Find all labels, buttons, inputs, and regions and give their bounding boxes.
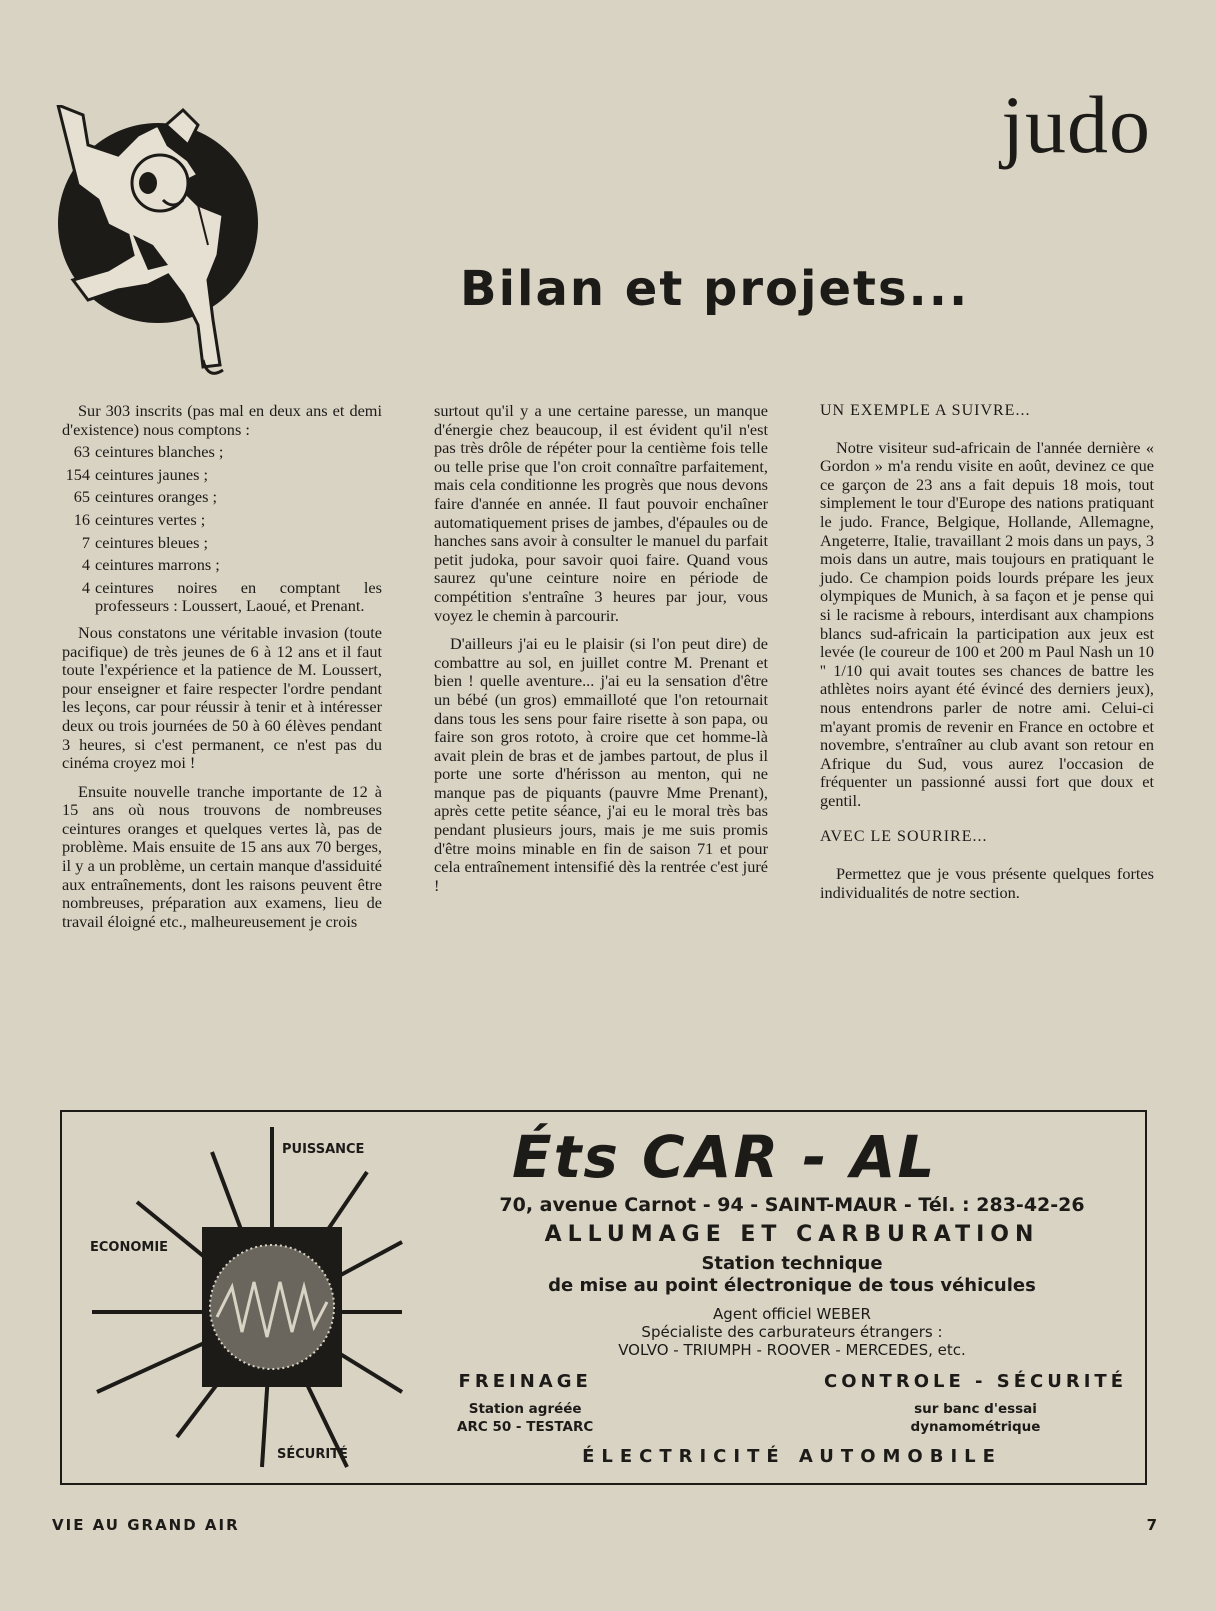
ad-agent: Agent officiel WEBER Spécialiste des carburateurs étrangers : VOLVO - TRIUMPH - ROOVER - MERCEDES, etc. [618, 1305, 966, 1359]
paragraph: Nous constatons une véritable invasion (toute pacifique) de très jeunes de 6 à 12 ans et il faut toute l'expérience et la patience de M. Loussert, pour enseigner et faire respecter l'ordre pendant les leçons, car pour réussir à tenir et à intéresser deux ou trois journées de 50 à 60 élèves pendant 3 heures, si c'est permanent, ce n'est pas du cinéma croyez moi ! [62, 622, 382, 773]
advertisement-box [60, 1110, 1147, 1485]
belt-item: 4 ceintures marrons ; [81, 555, 220, 575]
ad-allumage: ALLUMAGE ET CARBURATION [544, 1222, 1040, 1247]
sun-label-securite: SÉCURITÉ [277, 1447, 348, 1462]
belt-item: 7 ceintures bleues ; [81, 532, 209, 552]
sun-label-economie: ECONOMIE [90, 1240, 169, 1255]
ad-station: Station technique de mise au point électronique de tous véhicules [548, 1253, 1036, 1296]
sun-label-puissance: PUISSANCE [282, 1142, 365, 1157]
paragraph: Permettez que je vous présente quelques fortes individualités de notre section. [820, 864, 1154, 902]
belt-item: 63 ceintures blanches ; [73, 442, 224, 462]
paragraph: Notre visiteur sud-africain de l'année dernière « Gordon » m'a rendu visite en août, devinez ce que ce garçon de 23 ans a fait depuis 18 mois, tout simplement le tour d'Europe des nations pratiquant le judo. France, Belgique, Hollande, Allemagne, Angeterre, Italie, travaillant 2 mois dans un pays, 3 mois dans un autre, mais toujours en pratiquant le judo. Ce champion poids lourds prépare les jeux olympiques de Munich, à sa façon et je pense qui si le racisme à rebours, interdisant aux champions blancs sud-africain la participation aux jeux est levée (le coureur de 100 et 200 m Paul Nash un 10 '' 1/10 qui avait toutes ses chances de battre les athlètes noirs ayant été évincé des derniers jeux), nous entendrons parler de notre ami. Celui-ci m'ayant promis de revenir en France en octobre et novembre, s'entraîner au club avant son retour en Afrique du Sud, vous aurez l'occasion de fréquenter un passionné aussi fort que doux et gentil. [820, 437, 1154, 810]
page-number: 7 [1146, 1516, 1157, 1534]
paragraph: surtout qu'il y a une certaine paresse, un manque d'énergie chez beaucoup, il est évident qu'il n'est pas très drôle de répéter pour la centième fois telle ou telle prise que l'on croit connaître parfaitement, mais cela conditionne les progrès que nous devons faire d'année en année. Il faut pouvoir enchaîner automatiquement prises de jambes, d'épaules ou de hanches sans avoir à consulter le manuel du parfait petit judoka, pour savoir quoi faire. Quand vous saurez qu'une ceinture noire en période de compétition s'entraîne 3 heures par jour, vous voyez le chemin à parcourir. [434, 401, 768, 625]
ad-services [447, 1371, 1137, 1436]
belt-list [62, 443, 382, 616]
intro-paragraph: Sur 303 inscrits (pas mal en deux ans et demi d'existence) nous comptons : [62, 401, 382, 439]
ad-controle: CONTROLE - SÉCURITÉ sur banc d'essai dynamométrique [823, 1371, 1127, 1435]
belt-item: 4 ceintures noires en comptant les professeurs : Loussert, Laoué, et Prenant. [81, 577, 382, 616]
ad-freinage: FREINAGE Station agréée ARC 50 - TESTARC [457, 1371, 594, 1435]
paragraph: Ensuite nouvelle tranche importante de 12 à 15 ans où nous trouvons de nombreuses ceintures oranges et quelques vertes là, pas de problème. Mais ensuite de 15 ans aux 70 berges, il y a un problème, un certain manque d'assiduité aux entraînements, dont les raisons peuvent être nombreuses, préparation aux examens, lieu de travail éloigné etc., malheureusement je crois [62, 781, 382, 931]
ad-electricite: ÉLECTRICITÉ AUTOMOBILE [582, 1446, 1002, 1467]
ad-copy [447, 1122, 1137, 1467]
subheading: UN EXEMPLE A SUIVRE... [820, 402, 1031, 419]
section-title: judo [1001, 79, 1151, 170]
belt-item: 154 ceintures jaunes ; [65, 464, 209, 484]
magazine-name: VIE AU GRAND AIR [52, 1516, 240, 1534]
ad-address: 70, avenue Carnot - 94 - SAINT-MAUR - Tél. : 283-42-26 [499, 1194, 1085, 1216]
judo-illustration [48, 105, 278, 380]
article-column-1 [62, 402, 382, 941]
paragraph: D'ailleurs j'ai eu le plaisir (si l'on peut dire) de combattre au sol, en juillet contre M. Prenant et bien ! quelle aventure... j'ai eu la sensation d'être un bébé (un gros) emmailloté que l'on retournait dans tous les sens pour faire risette à son papa, ou faire son gros rototo, à croire que cet homme-là avait plein de bras et de jambes partout, de plus il porte une sorte d'hérisson au menton, qui ne manque pas de piquants (pauvre Mme Prenant), après cette petite séance, j'ai eu le moral très bas pendant plusieurs jours, mais je me suis promis d'être moins minable en fin de saison 71 et pour cela entraînement intensifié dès la rentrée c'est juré ! [434, 634, 768, 895]
sun-graphic [82, 1122, 412, 1477]
belt-item: 65 ceintures oranges ; [73, 487, 218, 507]
belt-item: 16 ceintures vertes ; [73, 509, 206, 529]
sun-icon [82, 1122, 412, 1477]
ad-brand: Éts CAR - AL [512, 1123, 937, 1191]
article-column-2 [434, 402, 768, 905]
subheading: AVEC LE SOURIRE... [820, 828, 988, 846]
article-column-3 [820, 402, 1154, 912]
article-headline: Bilan et projets... [460, 261, 970, 317]
